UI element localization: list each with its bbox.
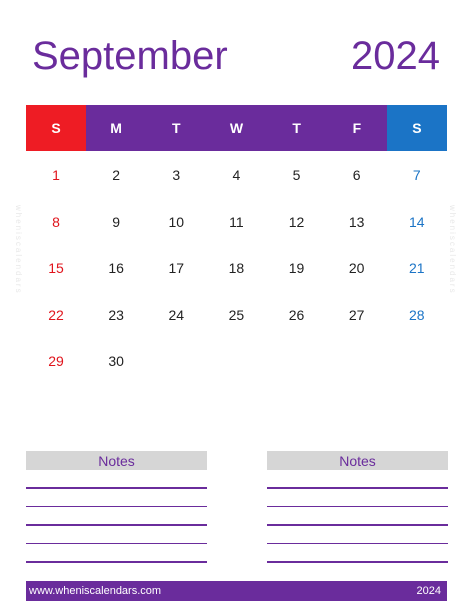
day-cell: 1 xyxy=(52,167,60,184)
day-cell: 22 xyxy=(48,306,64,323)
notes-section-left xyxy=(26,451,207,563)
day-cell xyxy=(146,338,206,385)
day-cell: 17 xyxy=(168,260,185,277)
note-line xyxy=(267,524,448,526)
day-cell: 5 xyxy=(292,167,301,184)
notes-header: Notes xyxy=(267,451,448,470)
day-cell: 3 xyxy=(172,167,181,184)
note-line xyxy=(26,561,207,563)
day-cell: 24 xyxy=(168,306,185,323)
day-cell: 14 xyxy=(409,213,425,230)
day-cell: 18 xyxy=(228,260,245,277)
month-title: September xyxy=(32,34,228,78)
year-title: 2024 xyxy=(351,34,440,78)
note-line xyxy=(26,487,207,489)
day-cell: 6 xyxy=(352,167,361,184)
calendar-grid xyxy=(26,152,447,385)
notes-header: Notes xyxy=(26,451,207,470)
day-cell: 25 xyxy=(228,306,245,323)
day-cell: 9 xyxy=(112,213,121,230)
day-cell: 28 xyxy=(409,306,425,323)
note-line xyxy=(267,487,448,489)
day-cell: 16 xyxy=(108,260,124,277)
side-watermark-right: wheniscalendars xyxy=(448,205,457,295)
note-line xyxy=(26,506,207,508)
day-cell xyxy=(267,338,327,385)
week-row xyxy=(26,152,447,199)
day-cell: 2 xyxy=(112,167,121,184)
weekday-saturday: S xyxy=(387,105,447,151)
day-cell: 27 xyxy=(348,306,365,323)
day-cell: 13 xyxy=(348,213,365,230)
day-cell: 11 xyxy=(229,213,244,230)
day-cell: 12 xyxy=(288,213,305,230)
weekday-thursday: T xyxy=(267,105,327,151)
day-cell: 7 xyxy=(412,167,421,184)
weekday-monday: M xyxy=(86,105,146,151)
day-cell: 4 xyxy=(232,167,241,184)
day-cell xyxy=(327,338,387,385)
day-cell: 30 xyxy=(108,353,124,370)
day-cell: 26 xyxy=(288,306,305,323)
day-cell: 29 xyxy=(48,353,64,370)
footer-url[interactable]: www.wheniscalendars.com xyxy=(29,585,162,597)
day-cell: 15 xyxy=(48,260,64,277)
day-cell: 8 xyxy=(52,213,60,230)
day-cell: 21 xyxy=(409,260,425,277)
day-cell: 20 xyxy=(348,260,365,277)
weekday-wednesday: W xyxy=(206,105,266,151)
note-line xyxy=(26,524,207,526)
day-cell: 23 xyxy=(108,306,124,323)
calendar-header xyxy=(0,0,474,100)
note-line xyxy=(26,543,207,545)
week-row xyxy=(26,292,447,339)
weekday-sunday: S xyxy=(26,105,86,151)
weekday-header xyxy=(26,105,447,151)
day-cell xyxy=(387,338,447,385)
weekday-tuesday: T xyxy=(146,105,206,151)
footer-bar xyxy=(26,581,447,601)
week-row xyxy=(26,245,447,292)
day-cell xyxy=(206,338,266,385)
note-line xyxy=(267,506,448,508)
week-row xyxy=(26,338,447,385)
week-row xyxy=(26,199,447,246)
day-cell: 10 xyxy=(168,213,185,230)
footer-year: 2024 xyxy=(416,585,441,597)
note-line xyxy=(267,543,448,545)
notes-section-right xyxy=(267,451,448,563)
day-cell: 19 xyxy=(288,260,305,277)
note-line xyxy=(267,561,448,563)
side-watermark-left: wheniscalendars xyxy=(14,205,23,295)
weekday-friday: F xyxy=(327,105,387,151)
